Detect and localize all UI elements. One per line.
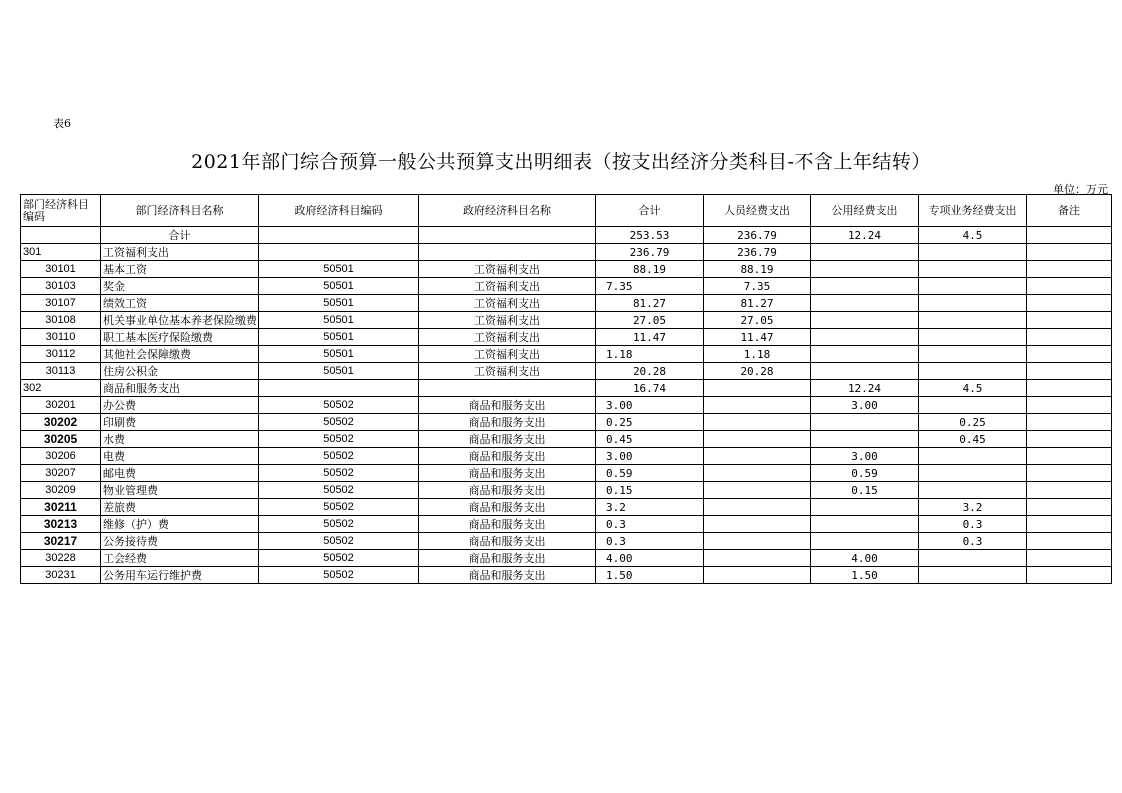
public-cell: [811, 431, 919, 448]
gov-name-cell: 商品和服务支出: [419, 533, 596, 550]
economic-name-cell: 机关事业单位基本养老保险缴费: [101, 312, 259, 329]
special-cell: [919, 397, 1027, 414]
economic-name-cell: 办公费: [101, 397, 259, 414]
economic-name-cell: 电费: [101, 448, 259, 465]
total-cell: 7.35: [596, 278, 704, 295]
public-cell: [811, 499, 919, 516]
table-row: [21, 278, 1112, 295]
public-cell: 3.00: [811, 397, 919, 414]
gov-code-cell: 50502: [259, 533, 419, 550]
unit-label: 单位：万元: [1053, 183, 1108, 196]
total-cell: 81.27: [596, 295, 704, 312]
total-special: 4.5: [919, 227, 1027, 244]
total-cell: 0.59: [596, 465, 704, 482]
remark-cell: [1027, 533, 1112, 550]
personnel-cell: 7.35: [704, 278, 811, 295]
total-row: [21, 227, 1112, 244]
personnel-cell: 20.28: [704, 363, 811, 380]
remark-cell: [1027, 261, 1112, 278]
economic-code-cell: 30113: [21, 363, 101, 380]
economic-name-cell: 公务用车运行维护费: [101, 567, 259, 584]
public-cell: 4.00: [811, 550, 919, 567]
personnel-cell: [704, 533, 811, 550]
gov-code-cell: 50502: [259, 550, 419, 567]
column-header: 公用经费支出: [811, 195, 919, 227]
gov-code-cell: 50502: [259, 448, 419, 465]
column-header: 专项业务经费支出: [919, 195, 1027, 227]
special-cell: [919, 295, 1027, 312]
economic-name-cell: 工资福利支出: [101, 244, 259, 261]
gov-name-cell: 商品和服务支出: [419, 550, 596, 567]
personnel-cell: [704, 482, 811, 499]
economic-code-cell: 30209: [21, 482, 101, 499]
gov-name-cell: 商品和服务支出: [419, 431, 596, 448]
economic-name-cell: 住房公积金: [101, 363, 259, 380]
total-label: 合计: [101, 227, 259, 244]
economic-code-cell: 30205: [21, 431, 101, 448]
total-personnel: 236.79: [704, 227, 811, 244]
gov-name-cell: [419, 380, 596, 397]
gov-name-cell: 商品和服务支出: [419, 516, 596, 533]
gov-code-cell: 50501: [259, 329, 419, 346]
special-cell: [919, 482, 1027, 499]
economic-code-cell: 30217: [21, 533, 101, 550]
public-cell: [811, 261, 919, 278]
total-cell: 0.3: [596, 516, 704, 533]
total-cell: 20.28: [596, 363, 704, 380]
personnel-cell: 88.19: [704, 261, 811, 278]
table-row: [21, 499, 1112, 516]
personnel-cell: [704, 448, 811, 465]
gov-code-cell: [259, 380, 419, 397]
personnel-cell: 11.47: [704, 329, 811, 346]
economic-code-cell: 30207: [21, 465, 101, 482]
economic-name-cell: 奖金: [101, 278, 259, 295]
economic-name-cell: 绩效工资: [101, 295, 259, 312]
gov-code-cell: 50502: [259, 465, 419, 482]
public-cell: 1.50: [811, 567, 919, 584]
gov-code-cell: 50501: [259, 295, 419, 312]
total-cell: 236.79: [596, 244, 704, 261]
remark-cell: [1027, 346, 1112, 363]
page-title: 2021年部门综合预算一般公共预算支出明细表（按支出经济分类科目-不含上年结转）: [191, 150, 931, 173]
economic-code-cell: 302: [21, 380, 101, 397]
remark-cell: [1027, 414, 1112, 431]
total-public: 12.24: [811, 227, 919, 244]
column-header: 部门经济科目名称: [101, 195, 259, 227]
total-cell: 0.15: [596, 482, 704, 499]
personnel-cell: 27.05: [704, 312, 811, 329]
column-header: 部门经济科目编码: [21, 195, 101, 227]
public-cell: [811, 533, 919, 550]
economic-code-cell: 30213: [21, 516, 101, 533]
economic-code-cell: 30211: [21, 499, 101, 516]
gov-name-cell: 商品和服务支出: [419, 465, 596, 482]
special-cell: [919, 448, 1027, 465]
remark-cell: [1027, 329, 1112, 346]
table-row: [21, 397, 1112, 414]
gov-code-cell: 50502: [259, 499, 419, 516]
table-row: [21, 363, 1112, 380]
gov-name-cell: [419, 244, 596, 261]
table-row: [21, 448, 1112, 465]
gov-code-cell: 50502: [259, 516, 419, 533]
gov-name-cell: 工资福利支出: [419, 346, 596, 363]
column-header: 合计: [596, 195, 704, 227]
total-cell: 3.00: [596, 448, 704, 465]
gov-name-cell: 工资福利支出: [419, 295, 596, 312]
public-cell: 12.24: [811, 380, 919, 397]
economic-name-cell: 工会经费: [101, 550, 259, 567]
economic-name-cell: 商品和服务支出: [101, 380, 259, 397]
remark-cell: [1027, 244, 1112, 261]
personnel-cell: [704, 380, 811, 397]
category-row: [21, 244, 1112, 261]
economic-code-cell: 30101: [21, 261, 101, 278]
economic-code-cell: 30107: [21, 295, 101, 312]
gov-name-cell: 商品和服务支出: [419, 499, 596, 516]
public-cell: [811, 329, 919, 346]
public-cell: [811, 295, 919, 312]
special-cell: 0.3: [919, 533, 1027, 550]
remark-cell: [1027, 448, 1112, 465]
public-cell: [811, 278, 919, 295]
special-cell: 0.3: [919, 516, 1027, 533]
special-cell: [919, 567, 1027, 584]
remark-cell: [1027, 363, 1112, 380]
total-cell: 3.00: [596, 397, 704, 414]
gov-name-cell: 工资福利支出: [419, 261, 596, 278]
remark-cell: [1027, 295, 1112, 312]
special-cell: [919, 244, 1027, 261]
total-sum: 253.53: [596, 227, 704, 244]
total-remark: [1027, 227, 1112, 244]
remark-cell: [1027, 550, 1112, 567]
table-row: [21, 346, 1112, 363]
public-cell: 0.15: [811, 482, 919, 499]
economic-code-cell: 30202: [21, 414, 101, 431]
gov-name-cell: 工资福利支出: [419, 278, 596, 295]
economic-code-cell: 30103: [21, 278, 101, 295]
gov-name-cell: 商品和服务支出: [419, 567, 596, 584]
table-row: [21, 431, 1112, 448]
gov-code-cell: [259, 244, 419, 261]
economic-name-cell: 水费: [101, 431, 259, 448]
economic-name-cell: 差旅费: [101, 499, 259, 516]
table-row: [21, 550, 1112, 567]
public-cell: [811, 363, 919, 380]
gov-name-cell: 工资福利支出: [419, 312, 596, 329]
personnel-cell: [704, 550, 811, 567]
category-row: [21, 380, 1112, 397]
public-cell: [811, 312, 919, 329]
gov-code-cell: 50502: [259, 431, 419, 448]
table-row: [21, 567, 1112, 584]
gov-code-cell: 50501: [259, 278, 419, 295]
economic-name-cell: 物业管理费: [101, 482, 259, 499]
total-cell: 3.2: [596, 499, 704, 516]
special-cell: [919, 550, 1027, 567]
economic-code-cell: 30112: [21, 346, 101, 363]
special-cell: 3.2: [919, 499, 1027, 516]
total-cell: 1.50: [596, 567, 704, 584]
economic-code-cell: 30231: [21, 567, 101, 584]
economic-code-cell: 30201: [21, 397, 101, 414]
total-code-cell: [21, 227, 101, 244]
economic-code-cell: 30206: [21, 448, 101, 465]
special-cell: 0.45: [919, 431, 1027, 448]
public-cell: [811, 414, 919, 431]
total-gov-code-cell: [259, 227, 419, 244]
gov-code-cell: 50502: [259, 397, 419, 414]
public-cell: [811, 244, 919, 261]
remark-cell: [1027, 431, 1112, 448]
personnel-cell: [704, 465, 811, 482]
economic-code-cell: 30110: [21, 329, 101, 346]
budget-detail-table: [20, 194, 1112, 584]
total-gov-name-cell: [419, 227, 596, 244]
gov-name-cell: 商品和服务支出: [419, 397, 596, 414]
economic-name-cell: 维修（护）费: [101, 516, 259, 533]
table-row: [21, 329, 1112, 346]
personnel-cell: [704, 499, 811, 516]
gov-code-cell: 50501: [259, 261, 419, 278]
remark-cell: [1027, 499, 1112, 516]
personnel-cell: [704, 414, 811, 431]
special-cell: [919, 346, 1027, 363]
personnel-cell: [704, 397, 811, 414]
column-header: 政府经济科目名称: [419, 195, 596, 227]
total-cell: 27.05: [596, 312, 704, 329]
personnel-cell: [704, 516, 811, 533]
special-cell: [919, 261, 1027, 278]
remark-cell: [1027, 516, 1112, 533]
table-row: [21, 312, 1112, 329]
special-cell: [919, 329, 1027, 346]
gov-code-cell: 50502: [259, 567, 419, 584]
table-row: [21, 533, 1112, 550]
economic-name-cell: 印刷费: [101, 414, 259, 431]
personnel-cell: 1.18: [704, 346, 811, 363]
table-row: [21, 482, 1112, 499]
gov-code-cell: 50502: [259, 414, 419, 431]
total-cell: 0.3: [596, 533, 704, 550]
public-cell: [811, 346, 919, 363]
gov-name-cell: 商品和服务支出: [419, 448, 596, 465]
total-cell: 16.74: [596, 380, 704, 397]
economic-name-cell: 基本工资: [101, 261, 259, 278]
remark-cell: [1027, 278, 1112, 295]
gov-name-cell: 商品和服务支出: [419, 414, 596, 431]
economic-name-cell: 职工基本医疗保险缴费: [101, 329, 259, 346]
total-cell: 88.19: [596, 261, 704, 278]
economic-name-cell: 其他社会保障缴费: [101, 346, 259, 363]
total-cell: 4.00: [596, 550, 704, 567]
special-cell: [919, 465, 1027, 482]
gov-name-cell: 工资福利支出: [419, 363, 596, 380]
gov-code-cell: 50501: [259, 363, 419, 380]
total-cell: 1.18: [596, 346, 704, 363]
table-number-label: 表6: [53, 117, 71, 130]
remark-cell: [1027, 465, 1112, 482]
economic-code-cell: 30108: [21, 312, 101, 329]
table-row: [21, 414, 1112, 431]
table-row: [21, 465, 1112, 482]
economic-code-cell: 30228: [21, 550, 101, 567]
economic-name-cell: 邮电费: [101, 465, 259, 482]
personnel-cell: 81.27: [704, 295, 811, 312]
total-cell: 11.47: [596, 329, 704, 346]
special-cell: [919, 278, 1027, 295]
table-header-row: [21, 195, 1112, 227]
remark-cell: [1027, 312, 1112, 329]
remark-cell: [1027, 567, 1112, 584]
economic-code-cell: 301: [21, 244, 101, 261]
public-cell: 0.59: [811, 465, 919, 482]
special-cell: 0.25: [919, 414, 1027, 431]
table-row: [21, 516, 1112, 533]
personnel-cell: 236.79: [704, 244, 811, 261]
personnel-cell: [704, 567, 811, 584]
total-cell: 0.45: [596, 431, 704, 448]
public-cell: 3.00: [811, 448, 919, 465]
public-cell: [811, 516, 919, 533]
table-row: [21, 261, 1112, 278]
gov-code-cell: 50501: [259, 346, 419, 363]
remark-cell: [1027, 482, 1112, 499]
gov-code-cell: 50501: [259, 312, 419, 329]
column-header: 人员经费支出: [704, 195, 811, 227]
gov-code-cell: 50502: [259, 482, 419, 499]
special-cell: 4.5: [919, 380, 1027, 397]
gov-name-cell: 商品和服务支出: [419, 482, 596, 499]
remark-cell: [1027, 397, 1112, 414]
economic-name-cell: 公务接待费: [101, 533, 259, 550]
special-cell: [919, 312, 1027, 329]
gov-name-cell: 工资福利支出: [419, 329, 596, 346]
personnel-cell: [704, 431, 811, 448]
total-cell: 0.25: [596, 414, 704, 431]
special-cell: [919, 363, 1027, 380]
column-header: 备注: [1027, 195, 1112, 227]
column-header: 政府经济科目编码: [259, 195, 419, 227]
remark-cell: [1027, 380, 1112, 397]
table-row: [21, 295, 1112, 312]
